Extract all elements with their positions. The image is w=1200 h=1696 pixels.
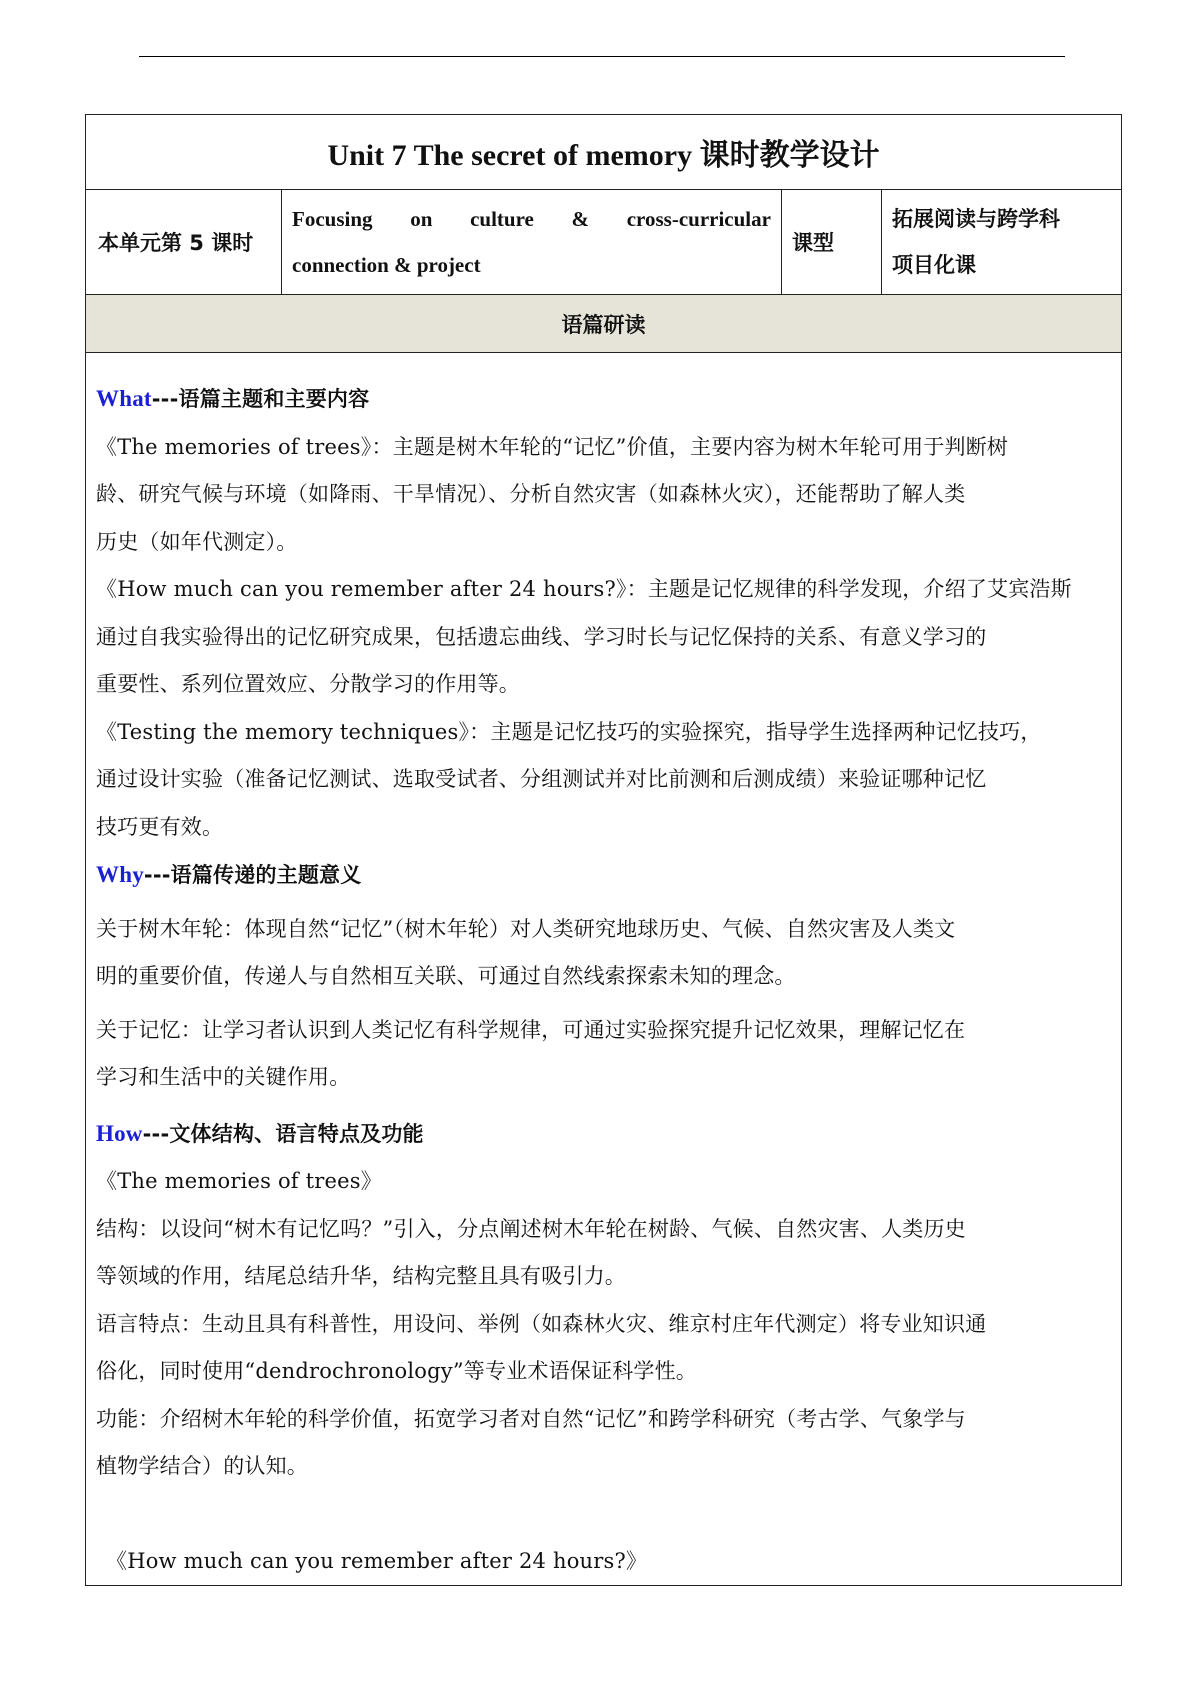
lesson-type-line2: 项目化课 — [892, 253, 976, 277]
how-line: 结构：以设问“树木有记忆吗？”引入，分点阐述树木年轮在树龄、气候、自然灾害、人类历史 — [96, 1216, 966, 1241]
lesson-type-line1: 拓展阅读与跨学科 — [892, 207, 1060, 231]
how-line: 植物学结合）的认知。 — [96, 1454, 308, 1478]
what-line: 历史（如年代测定）。 — [96, 529, 298, 554]
text-analysis-content — [86, 353, 1122, 1586]
focus-word: & — [571, 207, 590, 231]
document-title: Unit 7 The secret of memory 课时教学设计 — [86, 115, 1122, 190]
what-line: 《How much can you remember after 24 hours?》：主题是记忆规律的科学发现，介绍了艾宾浩斯 — [96, 577, 1072, 601]
how-line: 《How much can you remember after 24 hours?》 — [106, 1548, 648, 1573]
what-heading-text: ---语篇主题和主要内容 — [151, 387, 370, 411]
what-line: 《Testing the memory techniques》：主题是记忆技巧的实验探究，指导学生选择两种记忆技巧， — [96, 719, 1042, 744]
focus-word: culture — [470, 207, 534, 231]
how-keyword: How — [96, 1120, 143, 1146]
how-line: 语言特点：生动且具有科普性，用设问、举例（如森林火灾、维京村庄年代测定）将专业知识通 — [96, 1311, 987, 1336]
why-line: 学习和生活中的关键作用。 — [96, 1065, 351, 1089]
lesson-focus-line1 — [292, 196, 771, 242]
why-line: 关于记忆：让学习者认识到人类记忆有科学规律，可通过实验探究提升记忆效果，理解记忆在 — [96, 1017, 966, 1042]
what-line: 龄、研究气候与环境（如降雨、干旱情况）、分析自然灾害（如森林火灾），还能帮助了解人类 — [96, 482, 966, 506]
lesson-number: 本单元第 5 课时 — [86, 190, 282, 295]
why-line: 关于树木年轮：体现自然“记忆”（树木年轮）对人类研究地球历史、气候、自然灾害及人类文 — [96, 916, 956, 941]
lesson-focus-line2: connection & project — [292, 253, 481, 277]
what-line: 通过设计实验（准备记忆测试、选取受试者、分组测试并对比前测和后测成绩）来验证哪种记忆 — [96, 767, 987, 791]
why-heading — [96, 851, 1113, 900]
what-keyword: What — [96, 386, 152, 411]
lesson-focus — [282, 190, 782, 295]
what-line: 《The memories of trees》：主题是树木年轮的“记忆”价值，主要内容为树木年轮可用于判断树 — [96, 434, 1009, 459]
how-line: 《The memories of trees》 — [96, 1169, 382, 1193]
what-line: 通过自我实验得出的记忆研究成果，包括遗忘曲线、学习时长与记忆保持的关系、有意义学习的 — [96, 624, 987, 649]
section-title: 语篇研读 — [86, 295, 1122, 353]
header-rule — [139, 56, 1065, 57]
focus-word: Focusing — [292, 207, 373, 231]
how-heading-text: ---文体结构、语言特点及功能 — [142, 1121, 424, 1146]
how-line: 等领域的作用，结尾总结升华，结构完整且具有吸引力。 — [96, 1264, 626, 1288]
how-line: 俗化，同时使用“dendrochronology”等专业术语保证科学性。 — [96, 1359, 697, 1383]
how-heading — [96, 1110, 1113, 1159]
why-line: 明的重要价值，传递人与自然相互关联、可通过自然线索探索未知的理念。 — [96, 964, 796, 988]
focus-word: cross-curricular — [626, 207, 771, 231]
how-line: 功能：介绍树木年轮的科学价值，拓宽学习者对自然“记忆”和跨学科研究（考古学、气象学与 — [96, 1406, 966, 1431]
lesson-type-value — [882, 190, 1122, 295]
what-line: 重要性、系列位置效应、分散学习的作用等。 — [96, 672, 520, 696]
lesson-plan-table — [85, 114, 1122, 1586]
why-keyword: Why — [96, 862, 144, 887]
lesson-type-label: 课型 — [782, 190, 882, 295]
focus-word: on — [410, 207, 433, 231]
what-heading — [96, 375, 1113, 424]
why-heading-text: ---语篇传递的主题意义 — [143, 863, 362, 887]
what-line: 技巧更有效。 — [96, 814, 224, 839]
